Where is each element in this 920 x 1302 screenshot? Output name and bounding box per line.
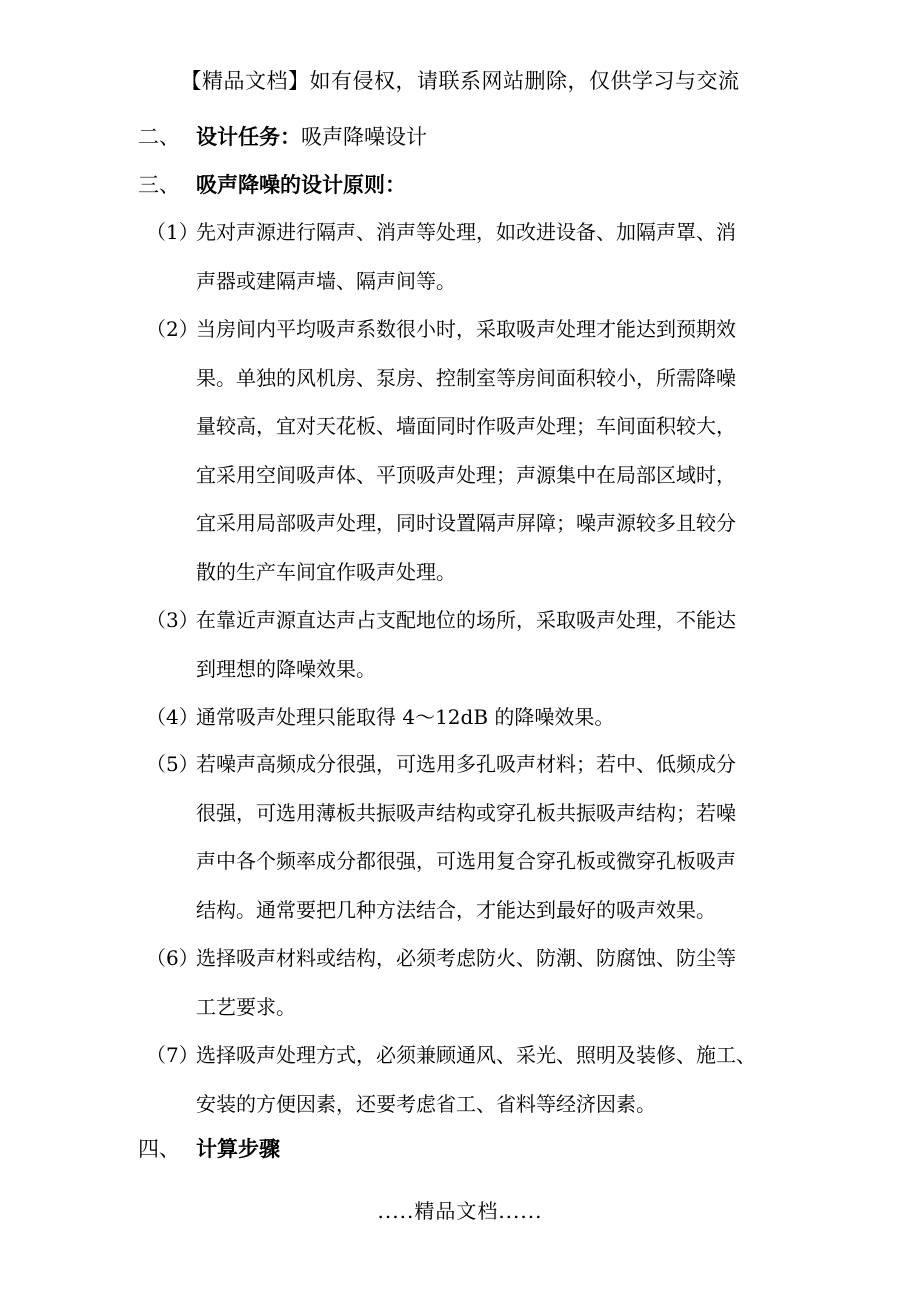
item-line: 宜采用空间吸声体、平顶吸声处理；声源集中在局部区域时， [196, 462, 736, 487]
section-two-title: 设计任务： [196, 124, 301, 149]
section-two [138, 120, 427, 154]
item-label: （3） [146, 608, 199, 632]
item-line: 若噪声高频成分很强，可选用多孔吸声材料；若中、低频成分 [196, 752, 736, 776]
item-line: 当房间内平均吸声系数很小时，采取吸声处理才能达到预期效 [196, 317, 736, 341]
item-text [196, 306, 796, 597]
section-three-title: 吸声降噪的设计原则： [196, 172, 406, 197]
section-two-text: 吸声降噪设计 [301, 125, 427, 149]
item-line: 声中各个频率成分都很强，可选用复合穿孔板或微穿孔板吸声 [196, 849, 736, 873]
section-four-number: 四、 [138, 1137, 180, 1161]
section-three [138, 168, 406, 202]
item-line: 声器或建隔声墙、隔声间等。 [196, 268, 456, 293]
section-three-number: 三、 [138, 173, 180, 197]
section-four [138, 1132, 280, 1166]
item-line: 选择吸声材料或结构，必须考虑防火、防潮、防腐蚀、防尘等 [196, 946, 736, 970]
item-label: （5） [146, 752, 199, 776]
item-text [196, 209, 796, 306]
item-text [196, 694, 796, 743]
item-line: 选择吸声处理方式，必须兼顾通风、采光、照明及装修、施工、 [196, 1043, 756, 1067]
item-label: （2） [146, 317, 199, 341]
header-note: 【精品文档】如有侵权，请联系网站删除，仅供学习与交流 [180, 69, 740, 93]
item-line: 在靠近声源直达声占支配地位的场所，采取吸声处理，不能达 [196, 608, 736, 632]
item-text [196, 597, 796, 694]
section-two-number: 二、 [138, 125, 180, 149]
item-text [196, 935, 796, 1032]
item-label: （6） [146, 946, 199, 970]
item-line: 量较高，宜对天花板、墙面同时作吸声处理；车间面积较大， [196, 414, 736, 438]
item-text [196, 1032, 796, 1129]
item-line: 先对声源进行隔声、消声等处理，如改进设备、加隔声罩、消 [196, 220, 736, 244]
item-line: 宜采用局部吸声处理，同时设置隔声屏障；噪声源较多且较分 [196, 511, 736, 535]
item-line: 散的生产车间宜作吸声处理。 [196, 559, 456, 584]
item-label: （4） [146, 705, 199, 729]
section-four-title: 计算步骤 [196, 1136, 280, 1161]
item-line: 结构。通常要把几种方法结合，才能达到最好的吸声效果。 [196, 897, 716, 922]
item-label: （1） [146, 220, 199, 244]
item-line: 通常吸声处理只能取得 4～12dB 的降噪效果。 [196, 705, 615, 729]
item-line: 很强，可选用薄板共振吸声结构或穿孔板共振吸声结构；若噪 [196, 800, 736, 825]
item-line: 果。单独的风机房、泵房、控制室等房间面积较小，所需降噪 [196, 365, 736, 390]
item-label: （7） [146, 1043, 199, 1067]
footer-note: .....精品文档...... [377, 1199, 543, 1223]
item-line: 工艺要求。 [196, 994, 296, 1019]
item-line: 到理想的降噪效果。 [196, 656, 376, 681]
item-line: 安装的方便因素，还要考虑省工、省料等经济因素。 [196, 1091, 656, 1116]
item-text [196, 741, 796, 935]
